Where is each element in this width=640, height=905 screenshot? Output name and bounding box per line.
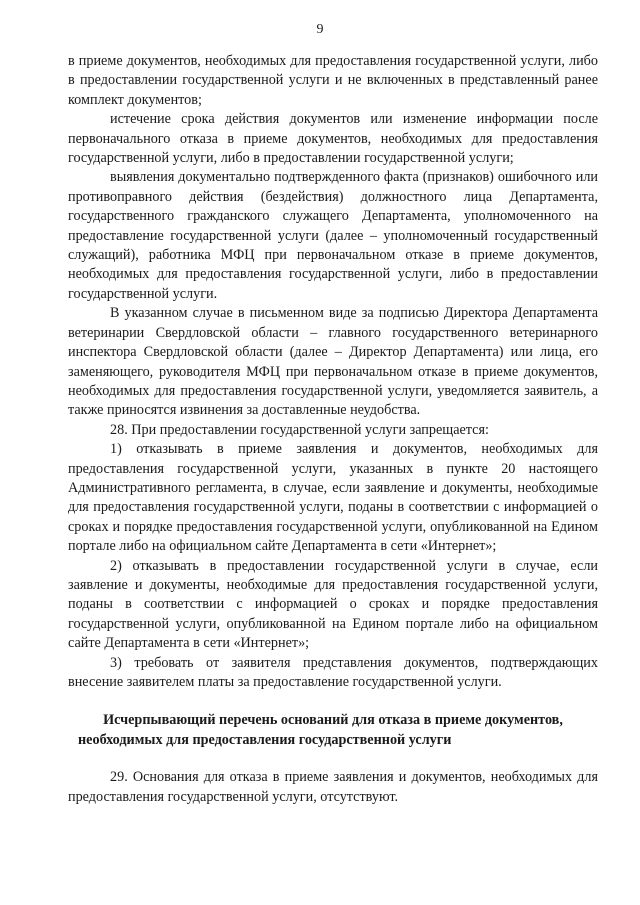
list-item: 1) отказывать в приеме заявления и документов, необходимых для предоставления государственной услуги, указанных в пункте 20 настоящего Административного регламента, в случае, если заявление и документы, необходимые для предоставления государственной услуги, поданы в соответствии с информацией о сроках и порядке предоставления государственной услуги, опубликованной на Едином портале либо на официальном сайте Департамента в сети «Интернет»; (68, 441, 598, 555)
document-body (68, 52, 598, 807)
paragraph: истечение срока действия документов или изменение информации после первоначального отказа в приеме документов, необходимых для предоставления государственной услуги, либо в предоставлении государственной услуги; (68, 111, 598, 167)
page-number: 9 (316, 22, 324, 37)
section-heading: Исчерпывающий перечень оснований для отказа в приеме документов, необходимых для предоставления государственной услуги (78, 712, 563, 748)
paragraph: В указанном случае в письменном виде за подписью Директора Департамента ветеринарии Свердловской области – главного государственного ветеринарного инспектора Свердловской области (далее – Директор Департамента) или лица, его заменяющего, руководителя МФЦ при первоначальном отказе в приеме документов, необходимых для предоставления государственной услуги, уведомляется заявитель, а также приносятся извинения за доставленные неудобства. (68, 305, 598, 419)
paragraph: выявления документально подтвержденного факта (признаков) ошибочного или противоправного действия (бездействия) должностного лица Департамента, государственного гражданского служащего Департамента, уполномоченного на предоставление государственной услуги (далее – уполномоченный государственный служащий), работника МФЦ при первоначальном отказе в приеме документов, необходимых для предоставления государственной услуги, либо в предоставлении государственной услуги. (68, 169, 598, 302)
paragraph-item-28: 28. При предоставлении государственной услуги запрещается: (110, 421, 489, 438)
paragraph-item-29: 29. Основания для отказа в приеме заявления и документов, необходимых для предоставления государственной услуги, отсутствуют. (68, 769, 598, 805)
list-item: 3) требовать от заявителя представления документов, подтверждающих внесение заявителем платы за предоставление государственной услуги. (68, 654, 598, 690)
paragraph: в приеме документов, необходимых для предоставления государственной услуги, либо в предоставлении государственной услуги и не включенных в представленный ранее комплект документов; (68, 53, 598, 108)
list-item: 2) отказывать в предоставлении государственной услуги в случае, если заявление и документы, необходимые для предоставления государственной услуги, поданы в соответствии с информацией о сроках и порядке предоставления государственной услуги, опубликованной на Едином портале либо на официальном сайте Департамента в сети «Интернет»; (68, 557, 598, 652)
